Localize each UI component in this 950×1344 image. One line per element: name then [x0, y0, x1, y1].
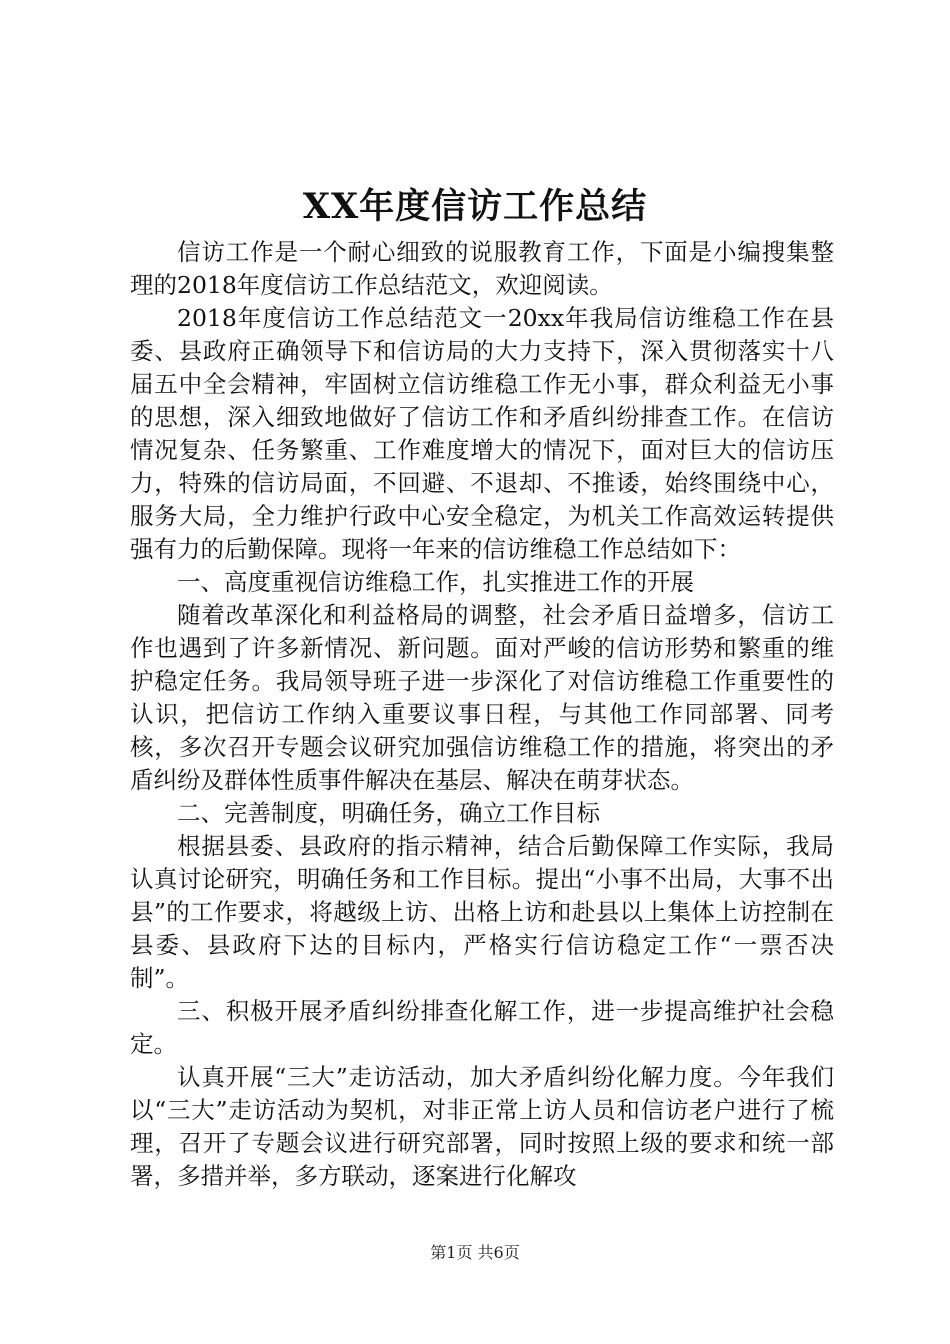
section-heading-1: 一、高度重视信访维稳工作，扎实推进工作的开展 [177, 568, 694, 596]
paragraph-section-3: 认真开展“三大”走访活动，加大矛盾纠纷化解力度。今年我们以“三大”走访活动为契机，对非正常上访人员和信访老户进行了梳理，召开了专题会议进行研究部署，同时按照上级的要求和统一部署，多措并举，多方联动，逐案进行化解攻 [130, 1063, 834, 1190]
document-title: XX年度信访工作总结 [302, 186, 648, 227]
paragraph-intro: 信访工作是一个耐心细致的说服教育工作，下面是小编搜集整理的2018年度信访工作总结范文，欢迎阅读。 [130, 238, 834, 299]
paragraph-summary: 2018年度信访工作总结范文一20xx年我局信访维稳工作在县委、县政府正确领导下和信访局的大力支持下，深入贯彻落实十八届五中全会精神，牢固树立信访维稳工作无小事，群众利益无小事的思想，深入细致地做好了信访工作和矛盾纠纷排查工作。在信访情况复杂、任务繁重、工作难度增大的情况下，面对巨大的信访压力，特殊的信访局面，不回避、不退却、不推诿，始终围绕中心，服务大局，全力维护行政中心安全稳定，为机关工作高效运转提供强有力的后勤保障。现将一年来的信访维稳工作总结如下： [130, 304, 834, 563]
section-heading-2: 二、完善制度，明确任务，确立工作目标 [177, 799, 600, 827]
paragraph-section-2: 根据县委、县政府的指示精神，结合后勤保障工作实际，我局认真讨论研究，明确任务和工作目标。提出“小事不出局，大事不出县”的工作要求，将越级上访、出格上访和赴县以上集体上访控制在县委、县政府下达的目标内，严格实行信访稳定工作“一票否决制”。 [130, 832, 834, 992]
page-footer: 第1页 共6页 [430, 1243, 520, 1262]
paragraph-section-1: 随着改革深化和利益格局的调整，社会矛盾日益增多，信访工作也遇到了许多新情况、新问题。面对严峻的信访形势和繁重的维护稳定任务。我局领导班子进一步深化了对信访维稳工作重要性的认识，把信访工作纳入重要议事日程，与其他工作同部署、同考核，多次召开专题会议研究加强信访维稳工作的措施，将突出的矛盾纠纷及群体性质事件解决在基层、解决在萌芽状态。 [130, 601, 834, 794]
document-body [130, 236, 834, 1193]
section-heading-3: 三、积极开展矛盾纠纷排查化解工作，进一步提高维护社会稳定。 [130, 997, 834, 1058]
